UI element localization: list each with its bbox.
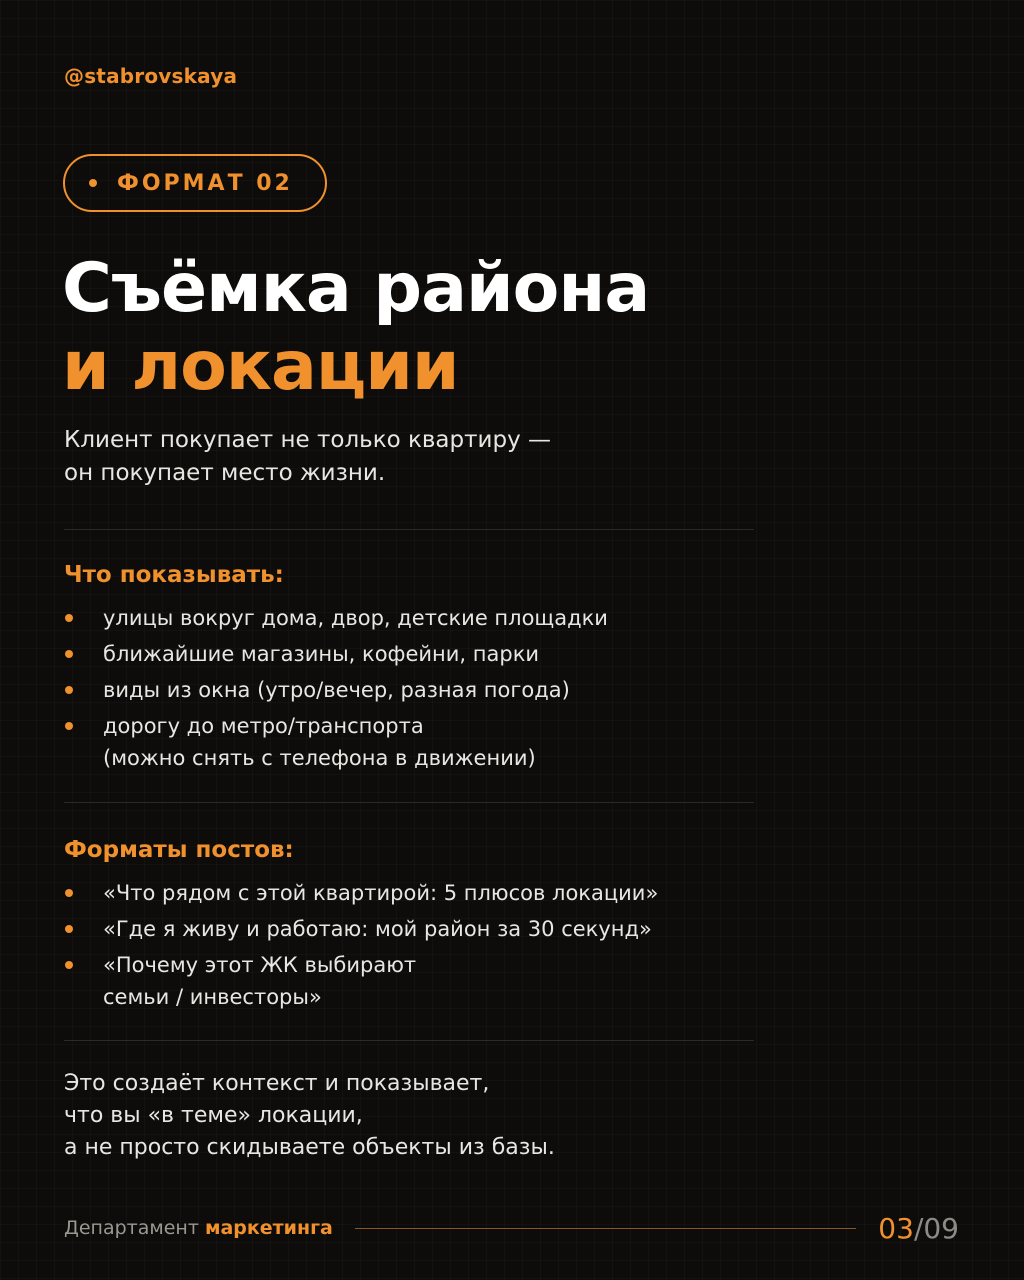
lead-line: Клиент покупает не только квартиру — <box>64 427 551 453</box>
list-item-text: дорогу до метро/транспорта <box>103 714 424 738</box>
list-item <box>64 949 764 1013</box>
closing-line: что вы «в теме» локации, <box>64 1103 363 1128</box>
divider <box>64 529 754 530</box>
list-item-text: (можно снять с телефона в движении) <box>103 746 536 770</box>
bullet-dot-icon <box>65 925 73 933</box>
footer-department <box>64 1217 333 1239</box>
closing-line: Это создаёт контекст и показывает, <box>64 1071 490 1096</box>
section-heading-post-formats: Форматы постов: <box>64 837 294 863</box>
list-item-text: улицы вокруг дома, двор, детские площадки <box>103 606 608 630</box>
page-title <box>62 250 649 406</box>
bullet-dot-icon <box>65 889 73 897</box>
badge-dot-icon <box>89 179 97 187</box>
page-current: 03 <box>878 1211 914 1245</box>
title-line-white: Съёмка района <box>62 249 650 328</box>
format-badge <box>63 154 327 212</box>
bullet-dot-icon <box>65 650 73 658</box>
page-total: /09 <box>913 1211 959 1245</box>
list-item-text: семьи / инвесторы» <box>103 985 322 1009</box>
list-item <box>64 638 764 670</box>
list-item-text: виды из окна (утро/вечер, разная погода) <box>103 678 570 702</box>
list-item-text: «Что рядом с этой квартирой: 5 плюсов локации» <box>103 881 659 905</box>
closing-line: а не просто скидываете объекты из базы. <box>64 1135 555 1160</box>
footer-divider <box>355 1228 856 1229</box>
divider <box>64 802 754 803</box>
section-heading-what-to-show: Что показывать: <box>64 562 284 588</box>
bullet-dot-icon <box>65 614 73 622</box>
footer-label-accent: маркетинга <box>204 1217 333 1239</box>
list-item-text: «Почему этот ЖК выбирают <box>103 953 417 977</box>
list-item <box>64 710 764 774</box>
badge-label: ФОРМАТ 02 <box>117 170 293 196</box>
divider <box>64 1040 754 1041</box>
lead-line: он покупает место жизни. <box>64 460 386 486</box>
title-line-accent: и локации <box>62 327 459 406</box>
post-formats-list <box>64 877 764 1017</box>
bullet-dot-icon <box>65 961 73 969</box>
footer-label-text: Департамент <box>64 1217 199 1239</box>
author-handle: @stabrovskaya <box>64 64 238 88</box>
list-item <box>64 913 764 945</box>
list-item <box>64 674 764 706</box>
page-counter <box>878 1212 959 1245</box>
list-item-text: «Где я живу и работаю: мой район за 30 секунд» <box>103 917 652 941</box>
list-item <box>64 602 764 634</box>
lead-text <box>64 424 744 490</box>
closing-text <box>64 1068 555 1164</box>
list-item <box>64 877 764 909</box>
bullet-dot-icon <box>65 686 73 694</box>
footer <box>64 1208 959 1248</box>
bullet-dot-icon <box>65 722 73 730</box>
what-to-show-list <box>64 602 764 778</box>
list-item-text: ближайшие магазины, кофейни, парки <box>103 642 540 666</box>
